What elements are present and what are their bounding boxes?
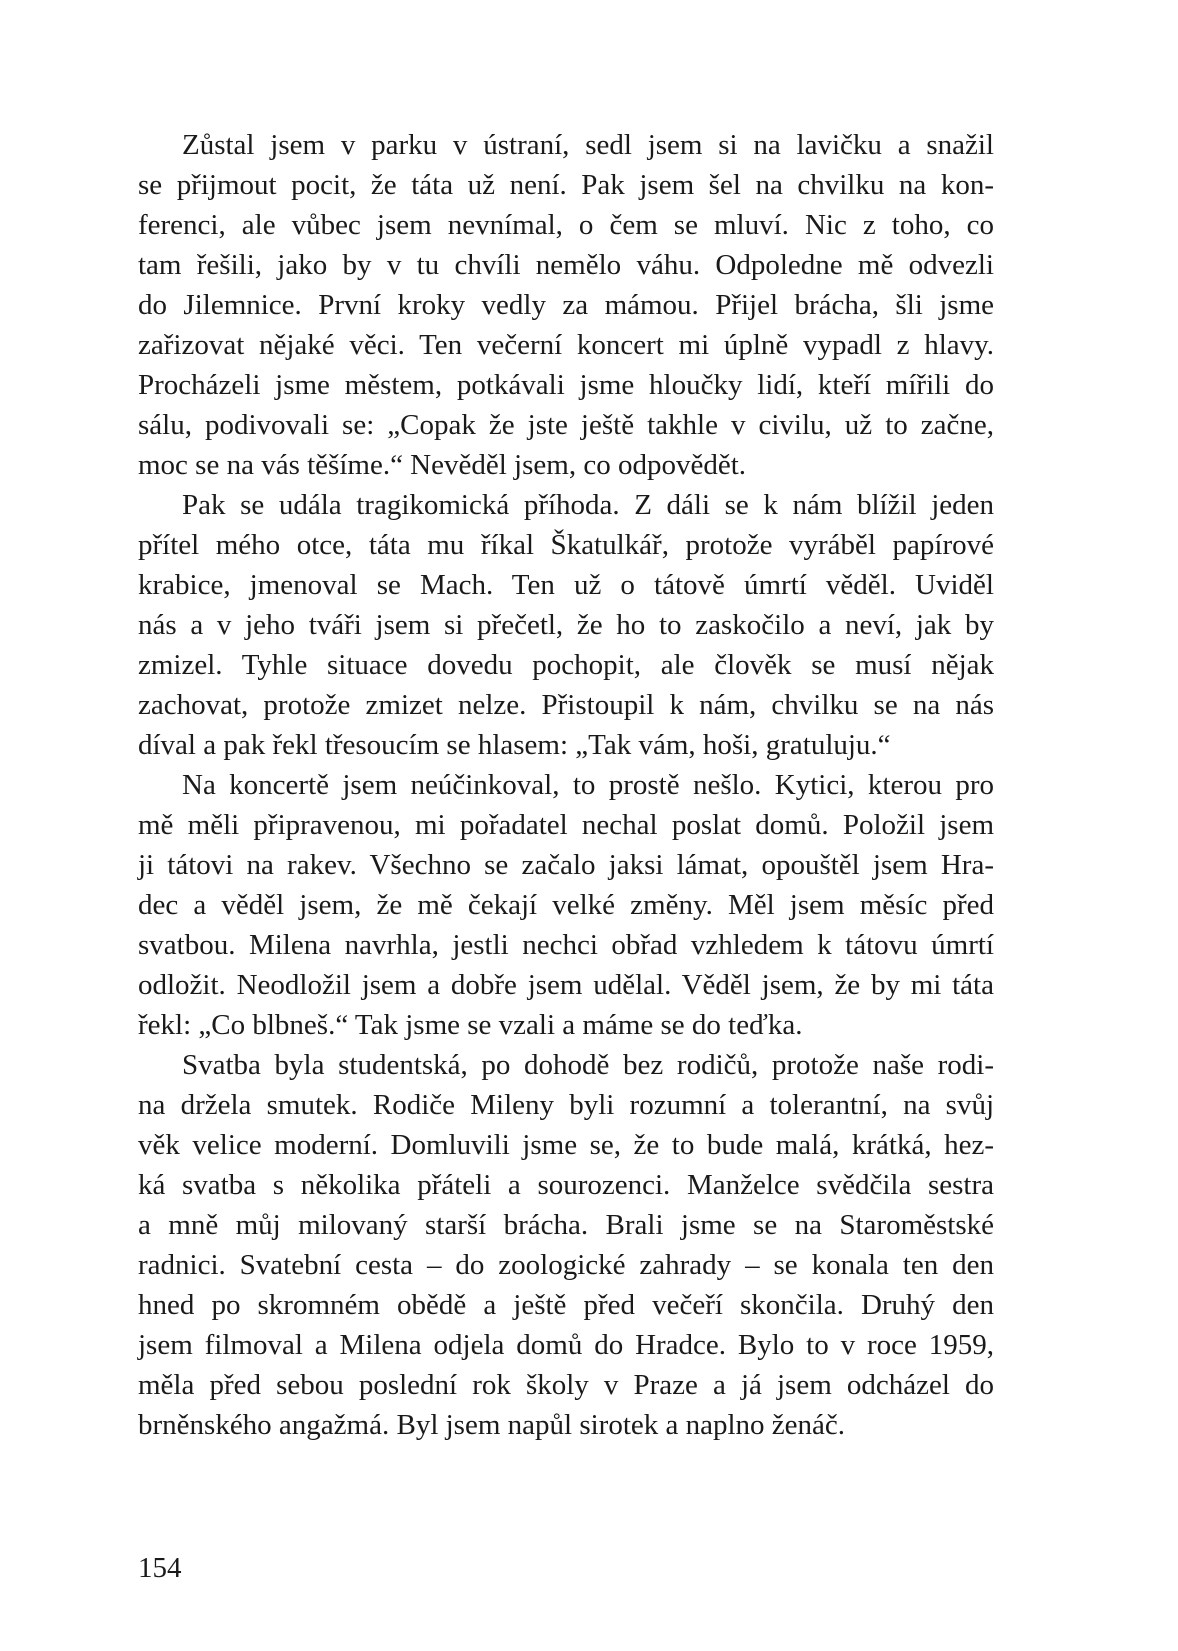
text-line: svatbou. Milena navrhla, jestli nechci obřad vzhledem k tátovu úmrtí	[138, 929, 994, 961]
text-line: ferenci, ale vůbec jsem nevnímal, o čem se mluví. Nic z toho, co	[138, 209, 994, 241]
text-line: mě měli připravenou, mi pořadatel nechal poslat domů. Položil jsem	[138, 809, 994, 841]
text-line: odložit. Neodložil jsem a dobře jsem udělal. Věděl jsem, že by mi táta	[138, 969, 994, 1001]
text-line: se přijmout pocit, že táta už není. Pak jsem šel na chvilku na kon-	[138, 169, 994, 201]
text-line: brněnského angažmá. Byl jsem napůl sirotek a naplno ženáč.	[138, 1409, 846, 1441]
text-line: krabice, jmenoval se Mach. Ten už o tátově úmrtí věděl. Uviděl	[138, 569, 994, 601]
page-number: 154	[138, 1552, 182, 1584]
text-line: Pak se udála tragikomická příhoda. Z dáli se k nám blížil jeden	[182, 489, 994, 521]
text-line: řekl: „Co blbneš.“ Tak jsme se vzali a máme se do teďka.	[138, 1009, 803, 1041]
text-line: zařizovat nějaké věci. Ten večerní koncert mi úplně vypadl z hlavy.	[138, 329, 994, 361]
text-line: na držela smutek. Rodiče Mileny byli rozumní a tolerantní, na svůj	[138, 1089, 994, 1121]
text-line: díval a pak řekl třesoucím se hlasem: „Tak vám, hoši, gratuluju.“	[138, 729, 891, 761]
text-line: Svatba byla studentská, po dohodě bez rodičů, protože naše rodi-	[182, 1049, 994, 1081]
text-line: tam řešili, jako by v tu chvíli nemělo váhu. Odpoledne mě odvezli	[138, 249, 994, 281]
paragraph-4	[138, 1045, 994, 1445]
text-line: Procházeli jsme městem, potkávali jsme hloučky lidí, kteří mířili do	[138, 369, 994, 401]
body-text	[138, 125, 994, 1445]
text-line: zmizel. Tyhle situace dovedu pochopit, ale člověk se musí nějak	[138, 649, 994, 681]
text-line: dec a věděl jsem, že mě čekají velké změny. Měl jsem měsíc před	[138, 889, 994, 921]
text-line: hned po skromném obědě a ještě před večeří skončila. Druhý den	[138, 1289, 994, 1321]
text-line: zachovat, protože zmizet nelze. Přistoupil k nám, chvilku se na nás	[138, 689, 994, 721]
text-line: radnici. Svatební cesta – do zoologické zahrady – se konala ten den	[138, 1249, 994, 1281]
text-line: přítel mého otce, táta mu říkal Škatulkář, protože vyráběl papírové	[138, 529, 994, 561]
text-line: ká svatba s několika přáteli a sourozenci. Manželce svědčila sestra	[138, 1169, 994, 1201]
text-line: jsem filmoval a Milena odjela domů do Hradce. Bylo to v roce 1959,	[138, 1329, 994, 1361]
paragraph-3	[138, 765, 994, 1045]
text-line: ji tátovi na rakev. Všechno se začalo jaksi lámat, opouštěl jsem Hra-	[138, 849, 994, 881]
text-line: věk velice moderní. Domluvili jsme se, že to bude malá, krátká, hez-	[138, 1129, 994, 1161]
paragraph-2	[138, 485, 994, 765]
text-line: nás a v jeho tváři jsem si přečetl, že ho to zaskočilo a neví, jak by	[138, 609, 994, 641]
paragraph-1	[138, 125, 994, 485]
text-line: sálu, podivovali se: „Copak že jste ještě takhle v civilu, už to začne,	[138, 409, 994, 441]
text-line: do Jilemnice. První kroky vedly za mámou. Přijel brácha, šli jsme	[138, 289, 994, 321]
text-line: Na koncertě jsem neúčinkoval, to prostě nešlo. Kytici, kterou pro	[182, 769, 994, 801]
text-line: a mně můj milovaný starší brácha. Brali jsme se na Staroměstské	[138, 1209, 994, 1241]
text-line: Zůstal jsem v parku v ústraní, sedl jsem si na lavičku a snažil	[182, 129, 994, 161]
text-line: moc se na vás těšíme.“ Nevěděl jsem, co odpovědět.	[138, 449, 746, 481]
text-line: měla před sebou poslední rok školy v Praze a já jsem odcházel do	[138, 1369, 994, 1401]
